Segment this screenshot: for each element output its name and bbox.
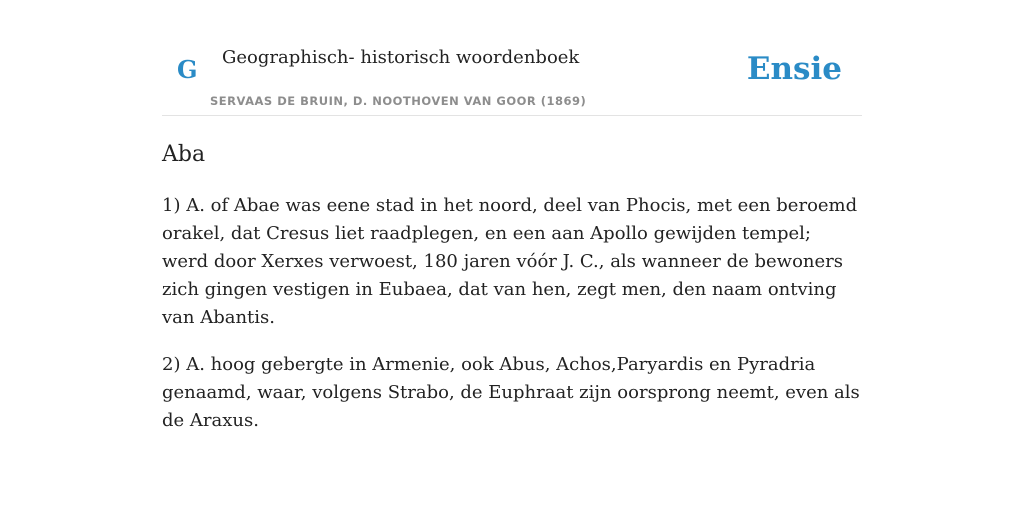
entry-title: Aba xyxy=(162,142,206,167)
book-title-link[interactable]: Geographisch- historisch woordenboek xyxy=(222,47,580,68)
book-authors: SERVAAS DE BRUIN, D. NOOTHOVEN VAN GOOR (1869) xyxy=(210,94,587,108)
ensie-logo[interactable]: Ensie xyxy=(746,51,842,87)
entry-body xyxy=(162,192,862,454)
book-letter-icon[interactable]: G xyxy=(177,55,198,84)
entry-paragraph-1: 1) A. of Abae was eene stad in het noord, deel van Phocis, met een beroemd orakel, dat Cresus liet raadplegen, en een aan Apollo gewijden tempel; werd door Xerxes verwoest, 180 jaren vóór J. C., als wanneer de bewoners zich gingen vestigen in Eubaea, dat van hen, zegt men, den naam ontving van Abantis. xyxy=(162,195,858,328)
book-header xyxy=(162,0,862,116)
entry-paragraph-2: 2) A. hoog gebergte in Armenie, ook Abus, Achos,Paryardis en Pyradria genaamd, waar, volgens Strabo, de Euphraat zijn oorsprong neemt, even als de Araxus. xyxy=(162,354,860,431)
page-container xyxy=(162,0,862,431)
